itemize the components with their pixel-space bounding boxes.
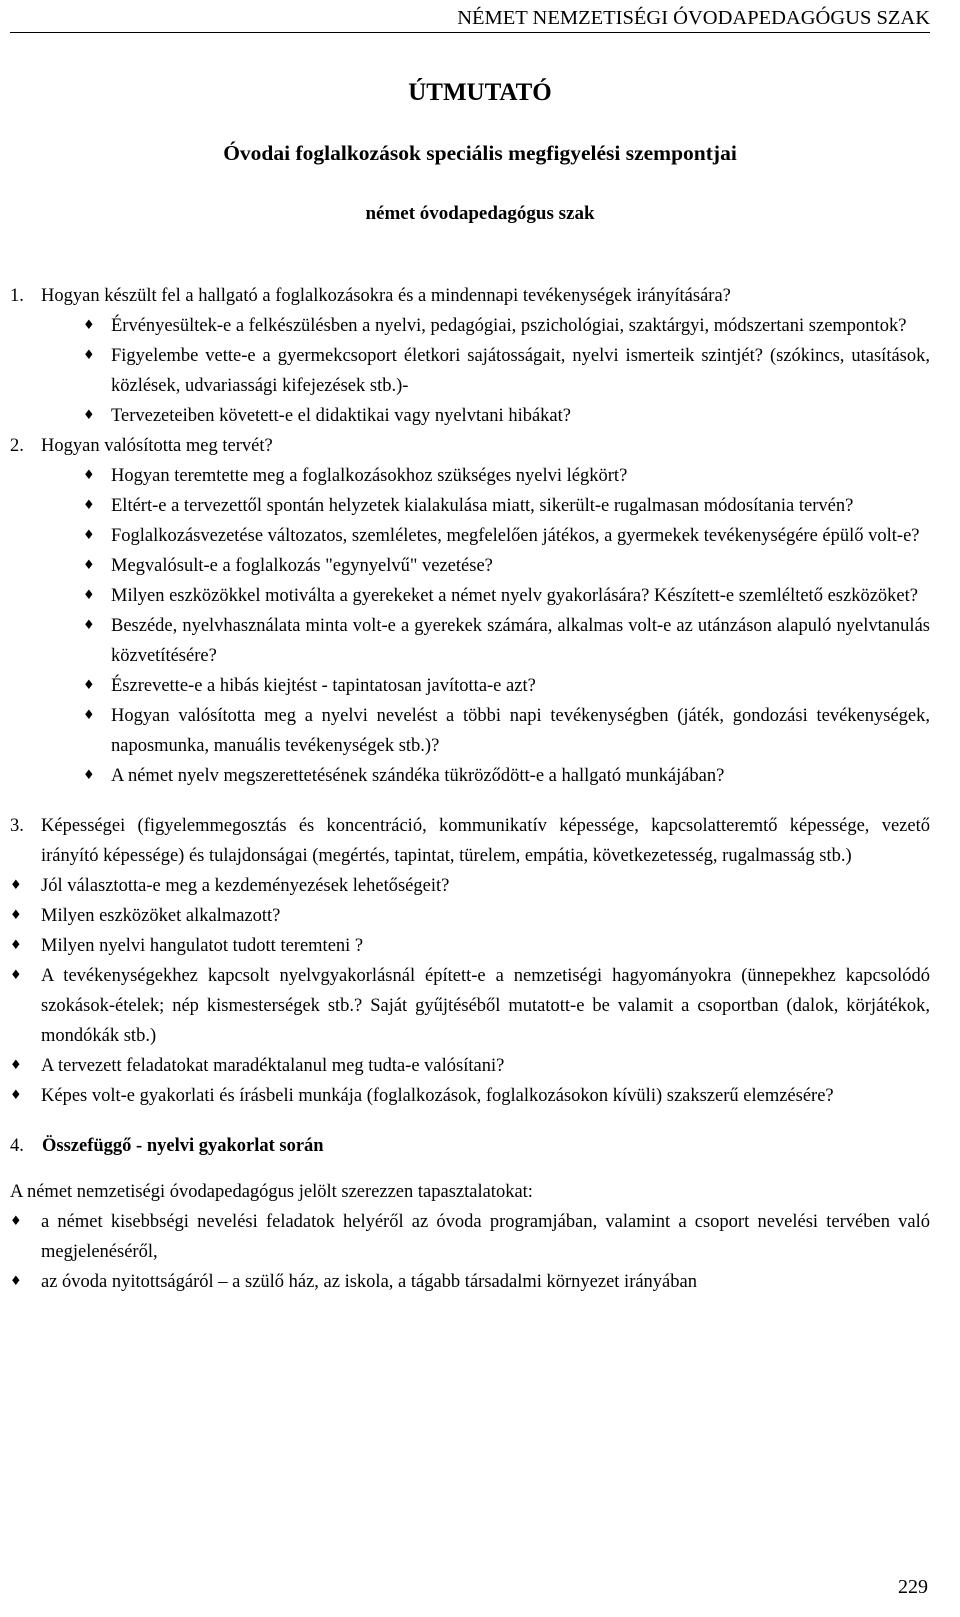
section-text: Képességei (figyelemmegosztás és koncentráció, kommunikatív képessége, kapcsolatteremtő képessége, vezető irányító képessége) és tulajdonságai (megértés, tapintat, türelem, empátia, következetesség, rugalmasság stb.)	[41, 816, 930, 866]
section-2	[10, 431, 930, 461]
list-item-text: Milyen nyelvi hangulatot tudott teremteni ?	[41, 936, 364, 956]
diamond-bullet-icon: ♦	[83, 708, 95, 723]
list-item	[10, 961, 930, 1051]
diamond-bullet-icon: ♦	[83, 468, 95, 483]
list-item-text: az óvoda nyitottságáról – a szülő ház, az iskola, a tágabb társadalmi környezet irányában	[41, 1272, 697, 1292]
list-item	[10, 491, 930, 521]
section-number: 2.	[10, 436, 24, 456]
list-item-text: Észrevette-e a hibás kiejtést - tapintatosan javította-e azt?	[111, 676, 536, 696]
diamond-bullet-icon: ♦	[10, 878, 22, 893]
section-text: Hogyan valósította meg tervét?	[41, 436, 273, 456]
diamond-bullet-icon: ♦	[83, 498, 95, 513]
section-spacer	[10, 1111, 930, 1131]
running-head: NÉMET NEMZETISÉGI ÓVODAPEDAGÓGUS SZAK	[457, 7, 930, 29]
diamond-bullet-icon: ♦	[83, 768, 95, 783]
list-item-text: Hogyan valósította meg a nyelvi nevelést a többi napi tevékenységben (játék, gondozási tevékenységek, naposmunka, manuális tevékenységek stb.)?	[111, 706, 930, 756]
document-subtitle: Óvodai foglalkozások speciális megfigyelési szempontjai	[223, 141, 737, 165]
list-item	[10, 761, 930, 791]
diamond-bullet-icon: ♦	[83, 558, 95, 573]
list-item-text: Megvalósult-e a foglalkozás "egynyelvű" vezetése?	[111, 556, 493, 576]
list-item-text: A tevékenységekhez kapcsolt nyelvgyakorlásnál épített-e a nemzetiségi hagyományokra (ünnepekhez kapcsolódó szokások-ételek; nép kismesterségek stb.? Saját gyűjtéséből mutatott-e be valamit a csoportban (dalok, körjátékok, mondókák stb.)	[41, 966, 930, 1046]
diamond-bullet-icon: ♦	[83, 348, 95, 363]
list-item-text: Képes volt-e gyakorlati és írásbeli munkája (foglalkozások, foglalkozásokon kívüli) szakszerű elemzésére?	[41, 1086, 834, 1106]
list-item-text: Hogyan teremtette meg a foglalkozásokhoz szükséges nyelvi légkört?	[111, 466, 628, 486]
list-item	[10, 581, 930, 611]
list-item	[10, 931, 930, 961]
document-body	[10, 281, 930, 1297]
list-item	[10, 1051, 930, 1081]
list-item-text: Eltért-e a tervezettől spontán helyzetek kialakulása miatt, sikerült-e rugalmasan módosítania tervén?	[111, 496, 854, 516]
list-item	[10, 1081, 930, 1111]
list-item-text: Figyelembe vette-e a gyermekcsoport életkori sajátosságait, nyelvi ismerteik szintjét? (szókincs, utasítások, közlések, udvariassági kifejezések stb.)-	[111, 346, 930, 396]
list-item-text: Beszéde, nyelvhasználata minta volt-e a gyerekek számára, alkalmas volt-e az utánzáson alapuló nyelvtanulás közvetítésére?	[111, 616, 930, 666]
list-item-text: Milyen eszközöket alkalmazott?	[41, 906, 281, 926]
list-item	[10, 311, 930, 341]
list-item	[10, 461, 930, 491]
section-4	[10, 1131, 930, 1161]
list-item	[10, 901, 930, 931]
diamond-bullet-icon: ♦	[83, 588, 95, 603]
section-spacer	[10, 1161, 930, 1177]
document-title: ÚTMUTATÓ	[408, 79, 552, 106]
list-item-text: Foglalkozásvezetése változatos, szemléletes, megfelelően játékos, a gyermekek tevékenységére épülő volt-e?	[111, 526, 920, 546]
section-3	[10, 811, 930, 871]
list-item-text: a német kisebbségi nevelési feladatok helyéről az óvoda programjában, valamint a csoport nevelési tervében való megjelenéséről,	[41, 1212, 930, 1262]
diamond-bullet-icon: ♦	[10, 968, 22, 983]
list-item	[10, 671, 930, 701]
diamond-bullet-icon: ♦	[83, 528, 95, 543]
diamond-bullet-icon: ♦	[83, 678, 95, 693]
list-item	[10, 871, 930, 901]
list-item-text: Érvényesültek-e a felkészülésben a nyelvi, pedagógiai, pszichológiai, szaktárgyi, módszertani szempontok?	[111, 316, 907, 336]
list-item	[10, 341, 930, 401]
page-number: 229	[898, 1576, 928, 1598]
list-item	[10, 551, 930, 581]
list-item	[10, 1207, 930, 1267]
diamond-bullet-icon: ♦	[83, 408, 95, 423]
section-number: 3.	[10, 816, 24, 836]
list-item	[10, 401, 930, 431]
section-number: 4.	[10, 1136, 24, 1156]
list-item-text: A tervezett feladatokat maradéktalanul meg tudta-e valósítani?	[41, 1056, 505, 1076]
section-text: Hogyan készült fel a hallgató a foglalkozásokra és a mindennapi tevékenységek irányítására?	[41, 286, 731, 306]
list-item	[10, 1267, 930, 1297]
header-rule	[10, 32, 930, 33]
diamond-bullet-icon: ♦	[10, 938, 22, 953]
section-number: 1.	[10, 286, 24, 306]
list-item	[10, 701, 930, 761]
diamond-bullet-icon: ♦	[10, 1058, 22, 1073]
diamond-bullet-icon: ♦	[10, 1214, 22, 1229]
diamond-bullet-icon: ♦	[10, 908, 22, 923]
list-item	[10, 611, 930, 671]
section-heading: Összefüggő - nyelvi gyakorlat során	[42, 1136, 324, 1156]
list-item-text: Tervezeteiben követett-e el didaktikai vagy nyelvtani hibákat?	[111, 406, 571, 426]
section-intro: A német nemzetiségi óvodapedagógus jelölt szerezzen tapasztalatokat:	[10, 1182, 533, 1202]
diamond-bullet-icon: ♦	[10, 1274, 22, 1289]
list-item-text: Jól választotta-e meg a kezdeményezések lehetőségeit?	[41, 876, 450, 896]
list-item-text: A német nyelv megszerettetésének szándéka tükröződött-e a hallgató munkájában?	[111, 766, 725, 786]
section-spacer	[10, 791, 930, 811]
diamond-bullet-icon: ♦	[10, 1088, 22, 1103]
diamond-bullet-icon: ♦	[83, 318, 95, 333]
list-item	[10, 521, 930, 551]
section-1	[10, 281, 930, 311]
list-item-text: Milyen eszközökkel motiválta a gyerekeket a német nyelv gyakorlására? Készített-e szemléltető eszközöket?	[111, 586, 918, 606]
document-subtitle-program: német óvodapedagógus szak	[365, 203, 595, 224]
diamond-bullet-icon: ♦	[83, 618, 95, 633]
